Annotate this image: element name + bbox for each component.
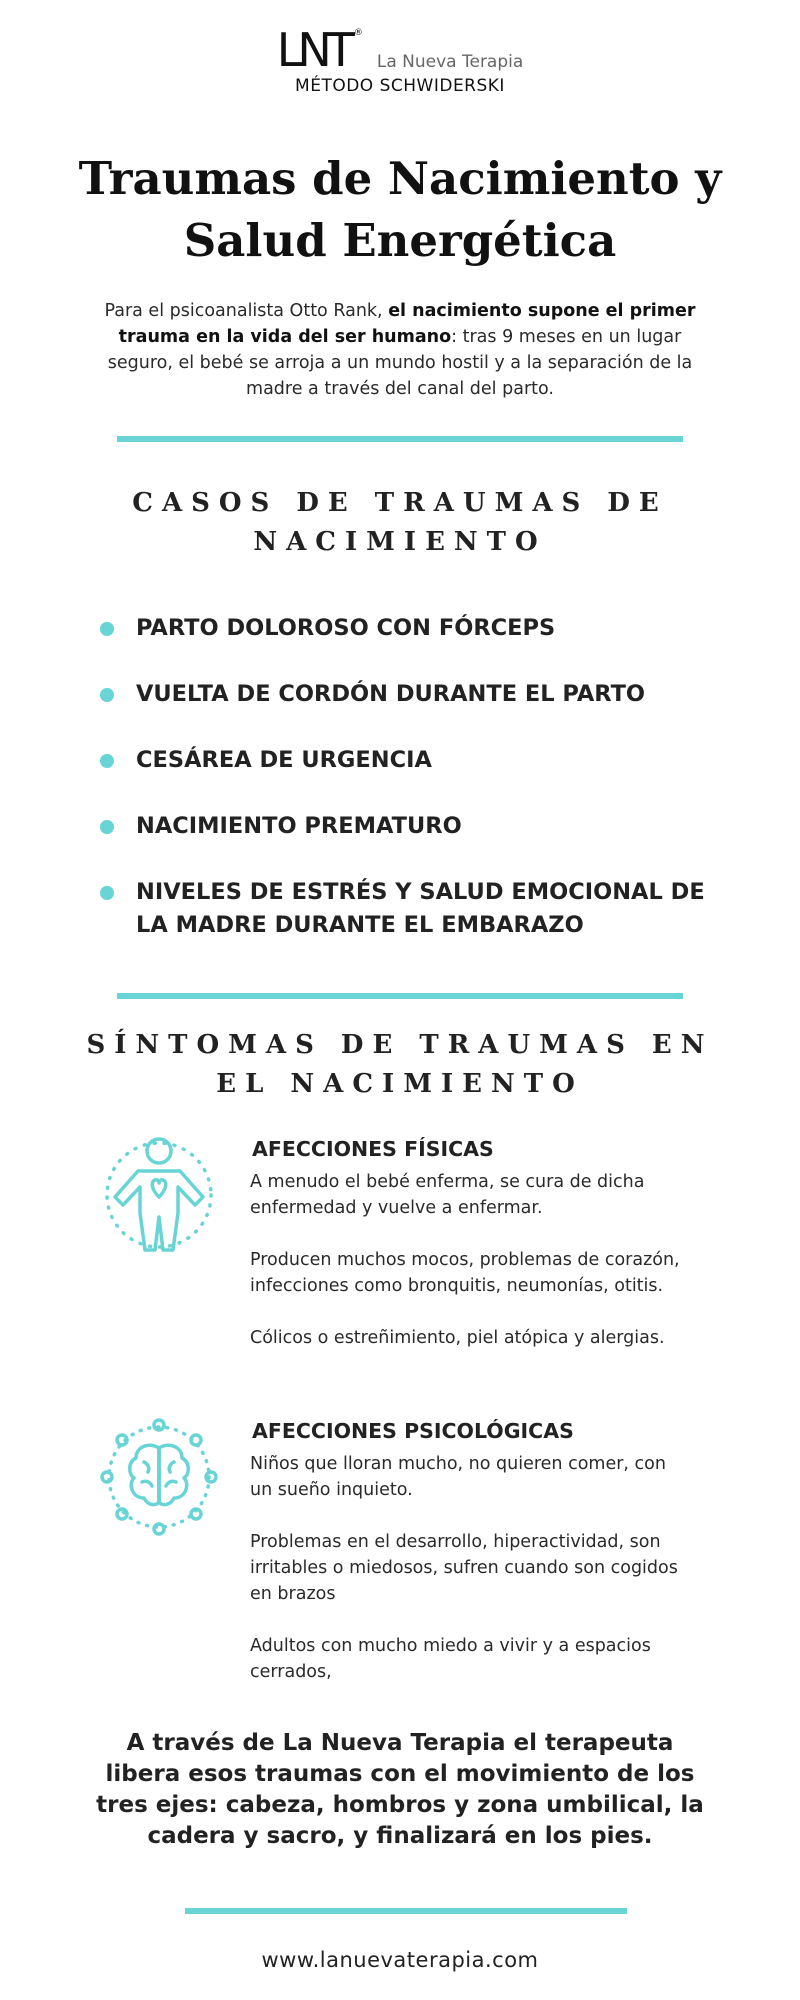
registered-mark: ® (353, 28, 363, 38)
website-url: www.lanuevaterapia.com (261, 1948, 539, 1972)
physical-paragraph: Cólicos o estreñimiento, piel atópica y alergias. (250, 1328, 665, 1348)
psychological-paragraph: Niños que lloran mucho, no quieren comer, con un sueño inquieto. (250, 1454, 666, 1500)
symptoms-section-title: SÍNTOMAS DE TRAUMAS EN EL NACIMIENTO (86, 1030, 714, 1099)
page-title (60, 148, 740, 272)
bullet-dot (100, 754, 114, 768)
list-item (100, 612, 720, 645)
page-title-line-1: Traumas de Nacimiento y (78, 152, 722, 205)
physical-body (250, 1169, 680, 1377)
intro-text-2: : tras 9 meses en un lugar seguro, el bebé se arroja a un mundo hostil y a la separación de la madre a través del canal del parto. (107, 327, 693, 399)
divider-2 (117, 993, 683, 999)
psychological-paragraph: Problemas en el desarrollo, hiperactividad, son irritables o miedosos, sufren cuando son cogidos en brazos (250, 1532, 678, 1604)
list-item (100, 810, 720, 843)
list-item (100, 744, 720, 777)
psychological-heading: AFECCIONES PSICOLÓGICAS (252, 1419, 574, 1443)
cases-section-title: CASOS DE TRAUMAS DE NACIMIENTO (132, 488, 668, 557)
brand-logo (0, 23, 800, 96)
brain-icon (100, 1418, 218, 1536)
physical-paragraph: A menudo el bebé enferma, se cura de dicha enfermedad y vuelve a enfermar. (250, 1172, 645, 1218)
bullet-dot (100, 886, 114, 900)
physical-heading: AFECCIONES FÍSICAS (252, 1137, 494, 1161)
list-item-label: CESÁREA DE URGENCIA (136, 747, 432, 773)
intro-text-1: Para el psicoanalista Otto Rank, (104, 301, 389, 321)
divider-1 (117, 436, 683, 442)
psychological-paragraph: Adultos con mucho miedo a vivir y a espacios cerrados, (250, 1636, 651, 1682)
list-item-label: NACIMIENTO PREMATURO (136, 813, 462, 839)
logo-mark: LNT (276, 23, 350, 77)
list-item-label: VUELTA DE CORDÓN DURANTE EL PARTO (136, 681, 646, 707)
list-item-label: NIVELES DE ESTRÉS Y SALUD EMOCIONAL DE LA MADRE DURANTE EL EMBARAZO (136, 879, 705, 938)
bullet-dot (100, 688, 114, 702)
intro-paragraph (92, 298, 708, 402)
list-item (100, 876, 720, 942)
divider-3 (185, 1908, 627, 1914)
cases-list (100, 612, 720, 942)
brand-subtitle: MÉTODO SCHWIDERSKI (295, 76, 505, 96)
list-item (100, 678, 720, 711)
page-title-line-2: Salud Energética (183, 214, 617, 267)
physical-paragraph: Producen muchos mocos, problemas de corazón, infecciones como bronquitis, neumonías, otitis. (250, 1250, 680, 1296)
psychological-body (250, 1451, 680, 1711)
intro-bold-text: el nacimiento supone el primer trauma en la vida del ser humano (118, 301, 696, 347)
brand-name: La Nueva Terapia (376, 52, 524, 72)
list-item-label: PARTO DOLOROSO CON FÓRCEPS (136, 615, 556, 641)
bullet-dot (100, 820, 114, 834)
bullet-dot (100, 622, 114, 636)
body-heart-icon (100, 1135, 218, 1255)
closing-statement: A través de La Nueva Terapia el terapeuta libera esos traumas con el movimiento de los tres ejes: cabeza, hombros y zona umbilical, la cadera y sacro, y finalizará en los pies. (96, 1730, 704, 1849)
